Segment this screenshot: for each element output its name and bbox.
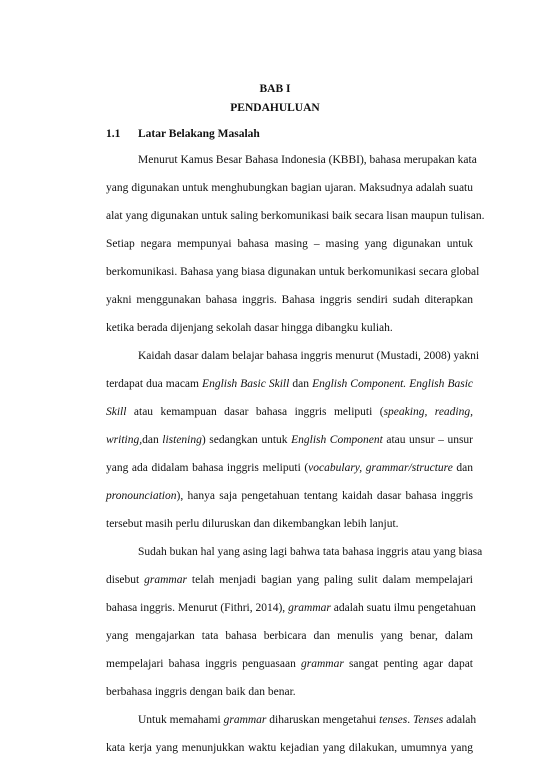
paragraph-line: Skill atau kemampuan dasar bahasa inggris meliputi (speaking, reading, [106, 406, 473, 418]
paragraph-line: disebut grammar telah menjadi bagian yang paling sulit dalam mempelajari [106, 574, 473, 586]
section-title: Latar Belakang Masalah [138, 128, 260, 140]
paragraph-line: yang mengajarkan tata bahasa berbicara dan menulis yang benar, dalam [106, 630, 473, 642]
paragraph-line: mempelajari bahasa inggris penguasaan grammar sangat penting agar dapat [106, 658, 473, 670]
paragraph-line: Setiap negara mempunyai bahasa masing – masing yang digunakan untuk [106, 238, 473, 250]
paragraph-line: bahasa inggris. Menurut (Fithri, 2014), grammar adalah suatu ilmu pengetahuan [106, 602, 476, 614]
paragraph-line: berbahasa inggris dengan baik dan benar. [106, 686, 296, 698]
paragraph-line: ketika berada dijenjang sekolah dasar hingga dibangku kuliah. [106, 322, 393, 334]
paragraph-line: Kaidah dasar dalam belajar bahasa inggris menurut (Mustadi, 2008) yakni [138, 350, 480, 362]
paragraph-line: yakni menggunakan bahasa inggris. Bahasa inggris sendiri sudah diterapkan [106, 294, 473, 306]
paragraph-line: terdapat dua macam English Basic Skill dan English Component. English Basic [106, 378, 473, 390]
section-number: 1.1 [106, 128, 121, 140]
paragraph-line: yang ada didalam bahasa inggris meliputi (vocabulary, grammar/structure dan [106, 462, 474, 474]
chapter-title: PENDAHULUAN [230, 102, 320, 114]
paragraph-line: pronounciation), hanya saja pengetahuan tentang kaidah dasar bahasa inggris [106, 490, 473, 502]
paragraph-line: Sudah bukan hal yang asing lagi bahwa tata bahasa inggris atau yang biasa [138, 546, 483, 558]
paragraph-line: Untuk memahami grammar diharuskan mengetahui tenses. Tenses adalah [138, 714, 477, 726]
chapter-heading: BAB I [259, 83, 291, 95]
paragraph-line: berkomunikasi. Bahasa yang biasa digunakan untuk berkomunikasi secara global [106, 266, 480, 278]
paragraph-line: yang digunakan untuk menghubungkan bagian ujaran. Maksudnya adalah suatu [106, 182, 473, 194]
paragraph-line: writing,dan listening) sedangkan untuk English Component atau unsur – unsur [106, 434, 473, 446]
paragraph-line: alat yang digunakan untuk saling berkomunikasi baik secara lisan maupun tulisan. [106, 210, 485, 222]
paragraph-line: Menurut Kamus Besar Bahasa Indonesia (KBBI), bahasa merupakan kata [138, 154, 477, 166]
paragraph-line: kata kerja yang menunjukkan waktu kejadian yang dilakukan, umumnya yang [106, 742, 473, 754]
paragraph-line: tersebut masih perlu diluruskan dan dikembangkan lebih lanjut. [106, 518, 399, 530]
